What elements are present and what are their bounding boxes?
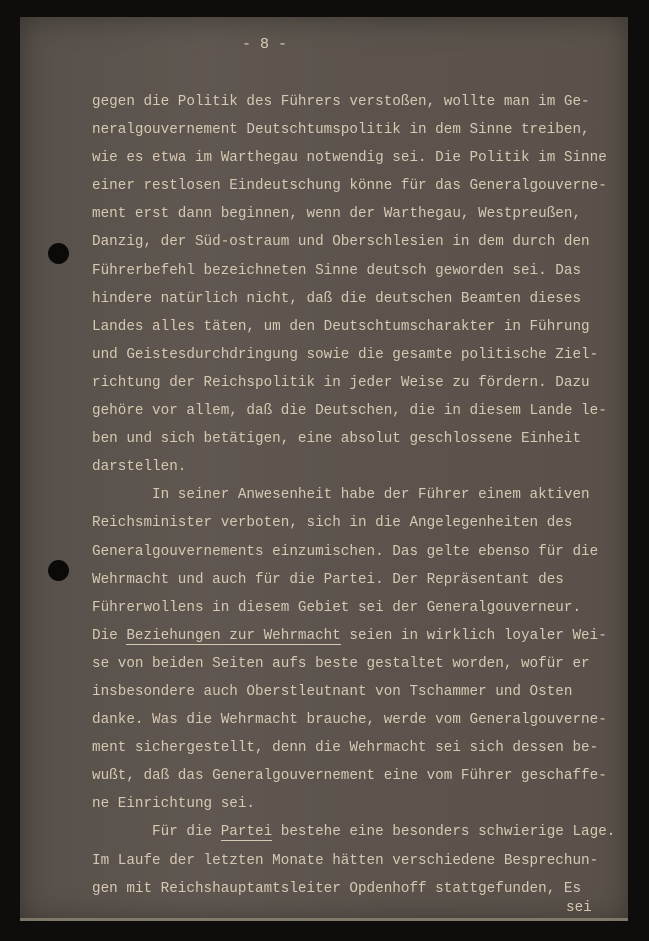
line-text: Führerbefehl bezeichneten Sinne deutsch geworden sei. Das [92, 262, 582, 279]
line-text: und Geistesdurchdringung sowie die gesamte politische Ziel- [92, 346, 599, 363]
text-line [92, 88, 615, 116]
body-text [92, 88, 615, 903]
text-line [92, 341, 615, 369]
line-text: ben und sich betätigen, eine absolut geschlossene Einheit [92, 431, 582, 448]
line-text: Danzig, der Süd-ostraum und Oberschlesien in dem durch den [92, 234, 590, 251]
line-text: Wehrmacht und auch für die Partei. Der Repräsentant des [92, 571, 564, 588]
line-text: gehöre vor allem, daß die Deutschen, die in diesem Lande le- [92, 403, 607, 420]
text-line [92, 144, 615, 172]
text-line [92, 397, 615, 425]
text-line [92, 790, 615, 818]
text-line [92, 509, 615, 537]
catchword: sei [566, 900, 592, 916]
line-text: Generalgouvernements einzumischen. Das gelte ebenso für die [92, 543, 599, 560]
line-text: seien in wirklich loyaler Wei- [340, 627, 607, 644]
line-text: Für die [92, 824, 221, 841]
text-line [92, 818, 615, 846]
punch-hole [48, 560, 69, 581]
text-line [92, 285, 615, 313]
line-text: se von beiden Seiten aufs beste gestaltet worden, wofür er [92, 655, 590, 672]
line-text: Reichsminister verboten, sich in die Angelegenheiten des [92, 515, 573, 532]
text-line [92, 200, 615, 228]
line-text: hindere natürlich nicht, daß die deutschen Beamten dieses [92, 290, 582, 307]
line-text: richtung der Reichspolitik in jeder Weise zu fördern. Dazu [92, 374, 590, 391]
line-text: wie es etwa im Warthegau notwendig sei. Die Politik im Sinne [92, 150, 607, 167]
text-line [92, 453, 615, 481]
text-line [92, 566, 615, 594]
text-line [92, 650, 615, 678]
line-text: Führerwollens in diesem Gebiet sei der Generalgouverneur. [92, 599, 582, 616]
text-line [92, 706, 615, 734]
underlined-text: Partei [220, 824, 273, 841]
line-text: ne Einrichtung sei. [92, 796, 256, 813]
line-text: ment erst dann beginnen, wenn der Warthegau, Westpreußen, [92, 206, 582, 223]
line-text: darstellen. [92, 459, 187, 476]
text-line [92, 847, 615, 875]
page-bottom-edge [20, 918, 628, 921]
line-text: In seiner Anwesenheit habe der Führer einem aktiven [92, 487, 590, 504]
line-text: gegen die Politik des Führers verstoßen, wollte man im Ge- [92, 94, 590, 110]
text-line [92, 594, 615, 622]
line-text: wußt, daß das Generalgouvernement eine vom Führer geschaffe- [92, 768, 607, 785]
page-number: - 8 - [242, 36, 288, 53]
text-line [92, 172, 615, 200]
text-line [92, 425, 615, 453]
text-line [92, 257, 615, 285]
text-line [92, 369, 615, 397]
line-text: bestehe eine besonders schwierige Lage. [272, 824, 616, 841]
text-line [92, 481, 615, 509]
line-text: danke. Was die Wehrmacht brauche, werde vom Generalgouverne- [92, 712, 607, 729]
text-line [92, 622, 615, 650]
line-text: Die [92, 627, 127, 644]
line-text: Im Laufe der letzten Monate hätten verschiedene Besprechun- [92, 852, 599, 869]
line-text: insbesondere auch Oberstleutnant von Tschammer und Osten [92, 683, 573, 700]
line-text: ment sichergestellt, denn die Wehrmacht sei sich dessen be- [92, 740, 599, 757]
line-text: Landes alles täten, um den Deutschtumscharakter in Führung [92, 318, 590, 335]
underlined-text: Beziehungen zur Wehrmacht [126, 627, 341, 644]
text-line [92, 875, 615, 903]
text-line [92, 762, 615, 790]
text-line [92, 734, 615, 762]
line-text: gen mit Reichshauptamtsleiter Opdenhoff stattgefunden, Es [92, 880, 582, 897]
text-line [92, 116, 615, 144]
text-line [92, 313, 615, 341]
line-text: neralgouvernement Deutschtumspolitik in dem Sinne treiben, [92, 122, 590, 139]
text-line [92, 678, 615, 706]
punch-hole [48, 243, 69, 264]
text-line [92, 538, 615, 566]
line-text: einer restlosen Eindeutschung könne für das Generalgouverne- [92, 178, 607, 195]
text-line [92, 228, 615, 256]
